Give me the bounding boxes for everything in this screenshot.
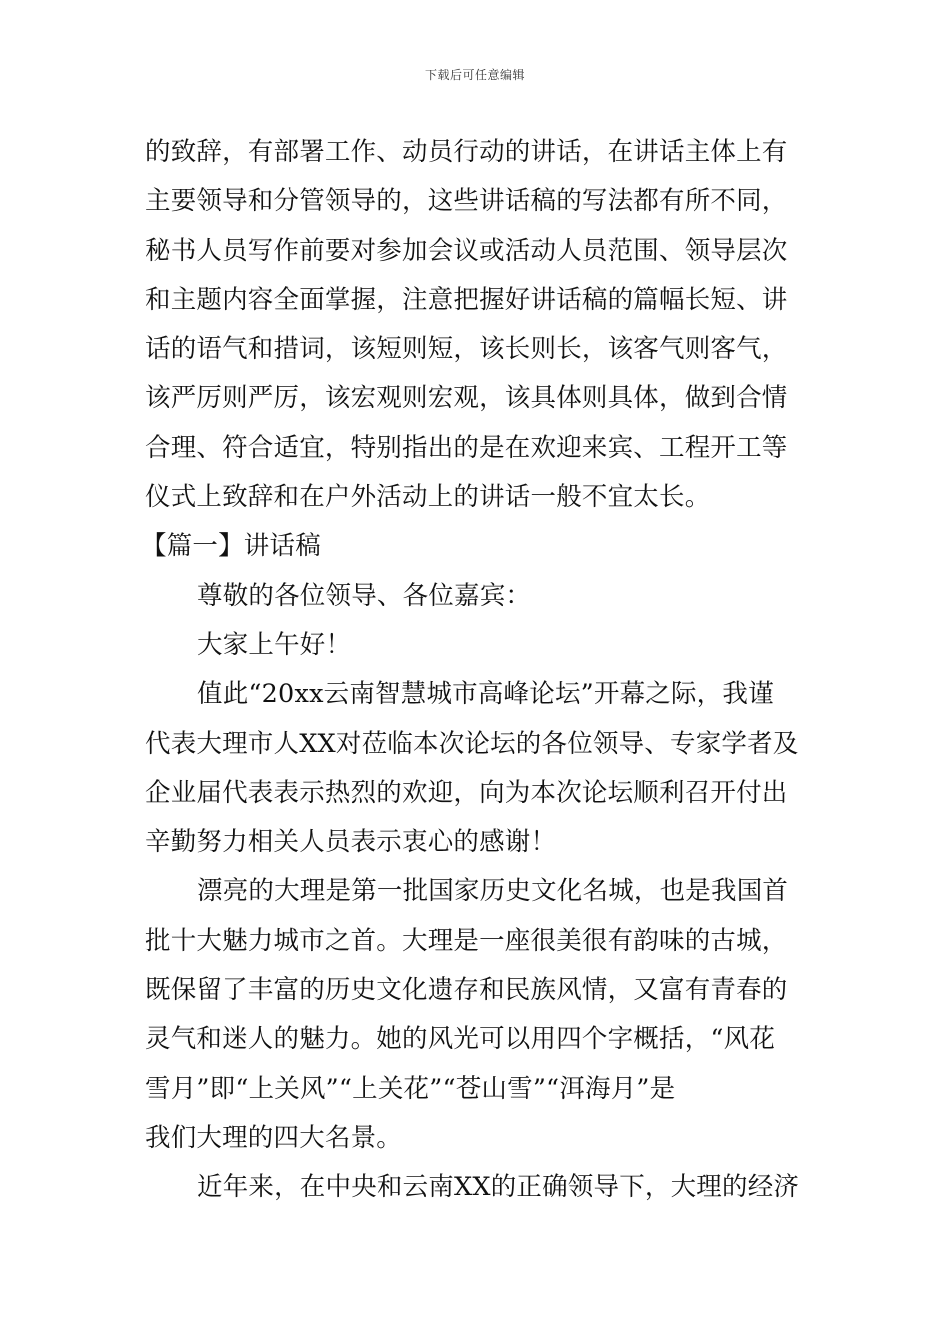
text-line: 值此“20xx云南智慧城市高峰论坛”开幕之际，我谨 [197,679,774,710]
text-line: 该严厉则严厉，该宏观则宏观，该具体则具体，做到合情 [145,383,788,414]
greeting: 大家上午好！ [197,629,352,660]
section-heading: 【篇一】讲话稿 [141,531,321,562]
text-line: 辛勤努力相关人员表示衷心的感谢！ [145,827,557,858]
document-body [141,128,807,1213]
text-line: 漂亮的大理是第一批国家历史文化名城，也是我国首 [197,876,789,907]
text-line: 我们大理的四大名景。 [145,1122,403,1153]
text-line: 代表大理市人XX对莅临本次论坛的各位领导、专家学者及 [145,728,799,759]
salutation: 尊敬的各位领导、各位嘉宾： [197,580,532,611]
text-line: 批十大魅力城市之首。大理是一座很美很有韵味的古城， [145,925,788,956]
text-line: 灵气和迷人的魅力。她的风光可以用四个字概括，“风花 [145,1024,776,1055]
text-line: 雪月”即“上关风”“上关花”“苍山雪”“洱海月”是 [145,1073,676,1104]
text-line: 合理、符合适宜，特别指出的是在欢迎来宾、工程开工等 [145,432,788,463]
page-header-note: 下载后可任意编辑 [424,68,525,82]
text-line: 企业届代表表示热烈的欢迎，向为本次论坛顺利召开付出 [145,777,788,808]
text-line: 既保留了丰富的历史文化遗存和民族风情，又富有青春的 [145,975,788,1006]
text-line: 仪式上致辞和在户外活动上的讲话一般不宜太长。 [145,482,711,513]
text-line: 话的语气和措词，该短则短，该长则长，该客气则客气， [145,334,788,365]
text-line: 的致辞，有部署工作、动员行动的讲话，在讲话主体上有 [145,137,788,167]
text-line: 和主题内容全面掌握，注意把握好讲话稿的篇幅长短、讲 [145,284,788,315]
text-line: 近年来，在中央和云南XX的正确领导下，大理的经济 [197,1172,800,1203]
text-line: 秘书人员写作前要对参加会议或活动人员范围、领导层次 [145,235,788,266]
text-line: 主要领导和分管领导的，这些讲话稿的写法都有所不同， [145,186,788,217]
